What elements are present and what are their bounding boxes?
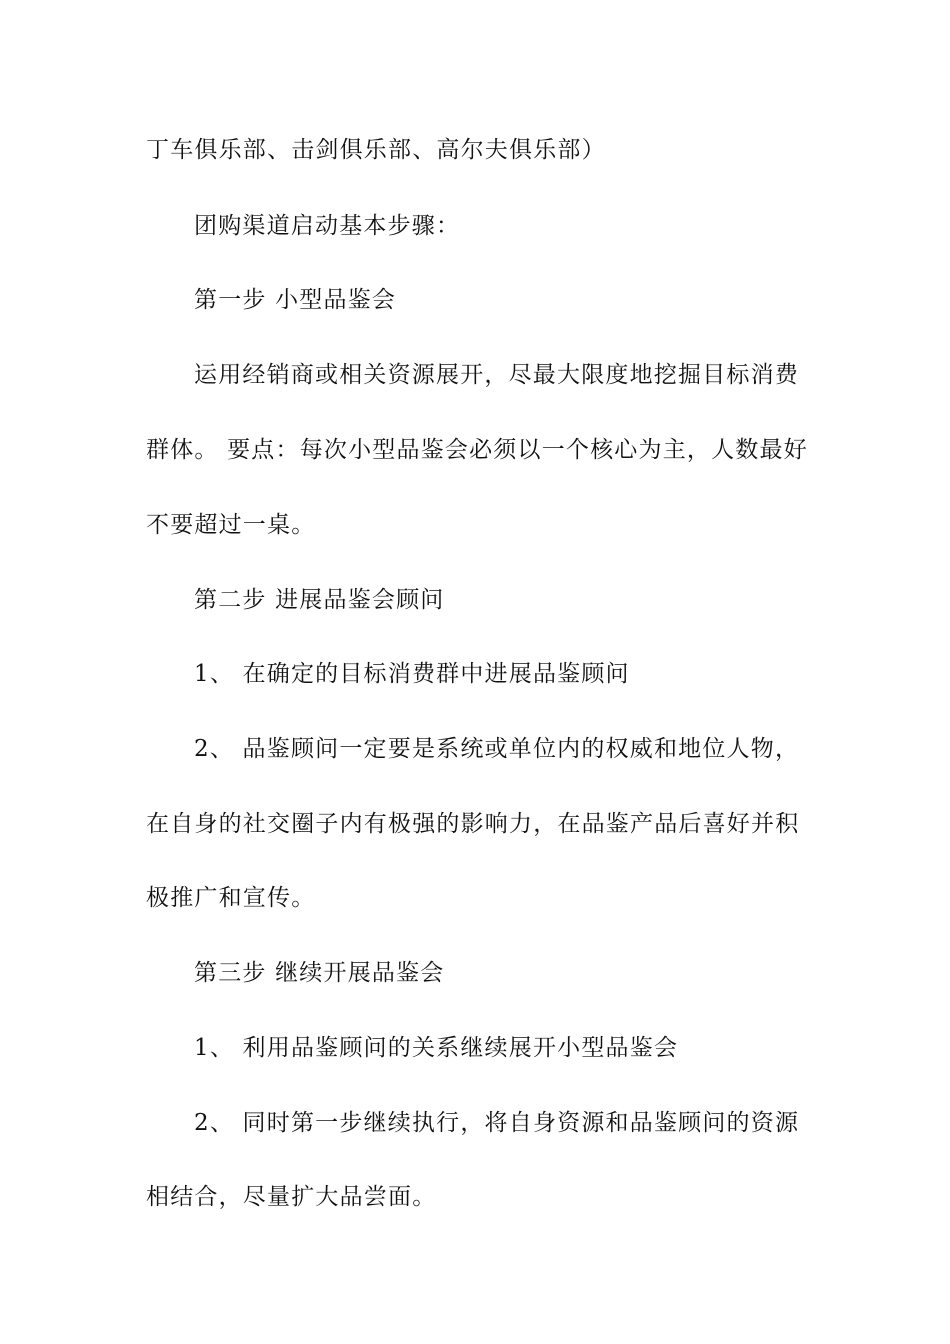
paragraph-line: 群体。 要点：每次小型品鉴会必须以一个核心为主，人数最好 — [146, 437, 808, 463]
section-intro: 团购渠道启动基本步骤： — [194, 213, 461, 239]
step-heading: 第三步 继续开展品鉴会 — [194, 960, 445, 986]
step-heading: 第一步 小型品鉴会 — [194, 287, 397, 313]
list-item: 2、 同时第一步继续执行，将自身资源和品鉴顾问的资源 — [194, 1110, 800, 1136]
list-item: 2、 品鉴顾问一定要是系统或单位内的权威和地位人物， — [194, 736, 800, 762]
list-item: 1、 利用品鉴顾问的关系继续展开小型品鉴会 — [194, 1035, 679, 1061]
paragraph-line: 不要超过一桌。 — [146, 512, 316, 538]
list-item: 1、 在确定的目标消费群中进展品鉴顾问 — [194, 661, 630, 687]
paragraph-line: 相结合，尽量扩大品尝面。 — [146, 1184, 437, 1210]
paragraph-line: 丁车俱乐部、击剑俱乐部、高尔夫俱乐部） — [146, 137, 606, 163]
paragraph-line: 在自身的社交圈子内有极强的影响力，在品鉴产品后喜好并积 — [146, 811, 800, 837]
paragraph-line: 极推广和宣传。 — [146, 885, 316, 911]
step-heading: 第二步 进展品鉴会顾问 — [194, 587, 445, 613]
paragraph-line: 运用经销商或相关资源展开，尽最大限度地挖掘目标消费 — [194, 362, 799, 388]
